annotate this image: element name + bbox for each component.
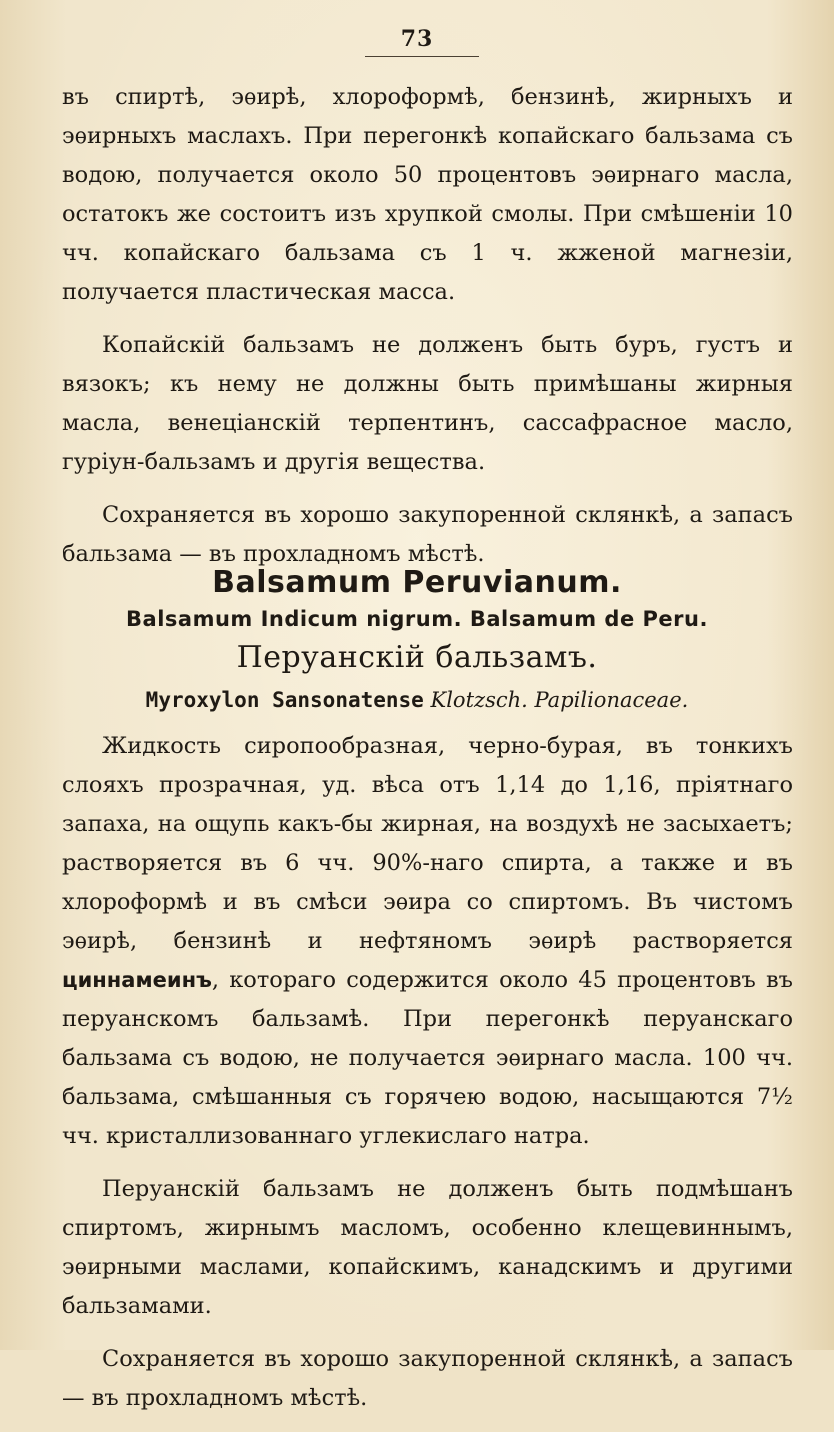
- latin-synonyms: Balsamum Indicum nigrum. Balsamum de Peru.: [126, 607, 708, 631]
- top-text-block: [62, 78, 793, 588]
- paragraph-description: [62, 727, 793, 1156]
- paragraph-storage: Сохраняется въ хорошо закупоренной склянкѣ, а запасъ бальзама — въ прохладномъ мѣстѣ.: [62, 502, 793, 567]
- paragraph-storage-peru: Сохраняется въ хорошо закупоренной склянкѣ, а запасъ — въ прохладномъ мѣстѣ.: [62, 1346, 793, 1411]
- paragraph-purity: Копайскiй бальзамъ не долженъ быть буръ, густъ и вязокъ; къ нему не должны быть примѣшаны жирныя масла, венецiанскiй терпентинъ, сассафрасное масло, гурiун-бальзамъ и другiя вещества.: [62, 332, 793, 475]
- bottom-text-block: [62, 727, 793, 1432]
- paragraph-adulteration: Перуанскiй бальзамъ не долженъ быть подмѣшанъ спиртомъ, жирнымъ масломъ, особенно клещевиннымъ, эѳирными маслами, копайскимъ, канадскимъ и другими бальзамами.: [62, 1176, 793, 1319]
- russian-title: Перуанскiй бальзамъ.: [236, 640, 598, 675]
- plant-name: Myroxylon Sansonatense: [145, 688, 424, 712]
- page-number-rule: [365, 56, 479, 57]
- plant-family: Papilionaceae.: [534, 688, 689, 712]
- description-text-start: Жидкость сиропообразная, черно-бурая, въ тонкихъ слояхъ прозрачная, уд. вѣса отъ 1,14 до 1,16, прiятнаго запаха, на ощупь какъ-бы жирная, на воздухѣ не засыхаетъ; растворяется въ 6 чч. 90%-наго спирта, а также и въ хлороформѣ и въ смѣси эѳира со спиртомъ. Въ чистомъ эѳирѣ, бензинѣ и нефтяномъ эѳирѣ растворяется: [62, 733, 793, 954]
- paragraph-solubility: въ спиртѣ, эѳирѣ, хлороформѣ, бензинѣ, жирныхъ и эѳирныхъ маслахъ. При перегонкѣ копайскаго бальзама съ водою, получается около 50 процентовъ эѳирнаго масла, остатокъ же состоитъ изъ хрупкой смолы. При смѣшенiи 10 чч. копайскаго бальзама съ 1 ч. жженой магнезiи, получается пластическая масса.: [62, 84, 793, 305]
- latin-title: Balsamum Peruvianum.: [212, 565, 622, 600]
- description-text-end: , котораго содержится около 45 процентовъ въ перуанскомъ бальзамѣ. При перегонкѣ перуанскаго бальзама съ водою, не получается эѳирнаго масла. 100 чч. бальзама, смѣшанныя съ горячею водою, насыщаются 7½ чч. кристаллизованнаго углекислаго натра.: [62, 967, 793, 1149]
- plant-source-line: [0, 688, 834, 712]
- plant-author: Klotzsch.: [430, 688, 528, 712]
- page-number: 73: [400, 26, 434, 52]
- cinnamein-term: циннамеинъ: [62, 968, 212, 992]
